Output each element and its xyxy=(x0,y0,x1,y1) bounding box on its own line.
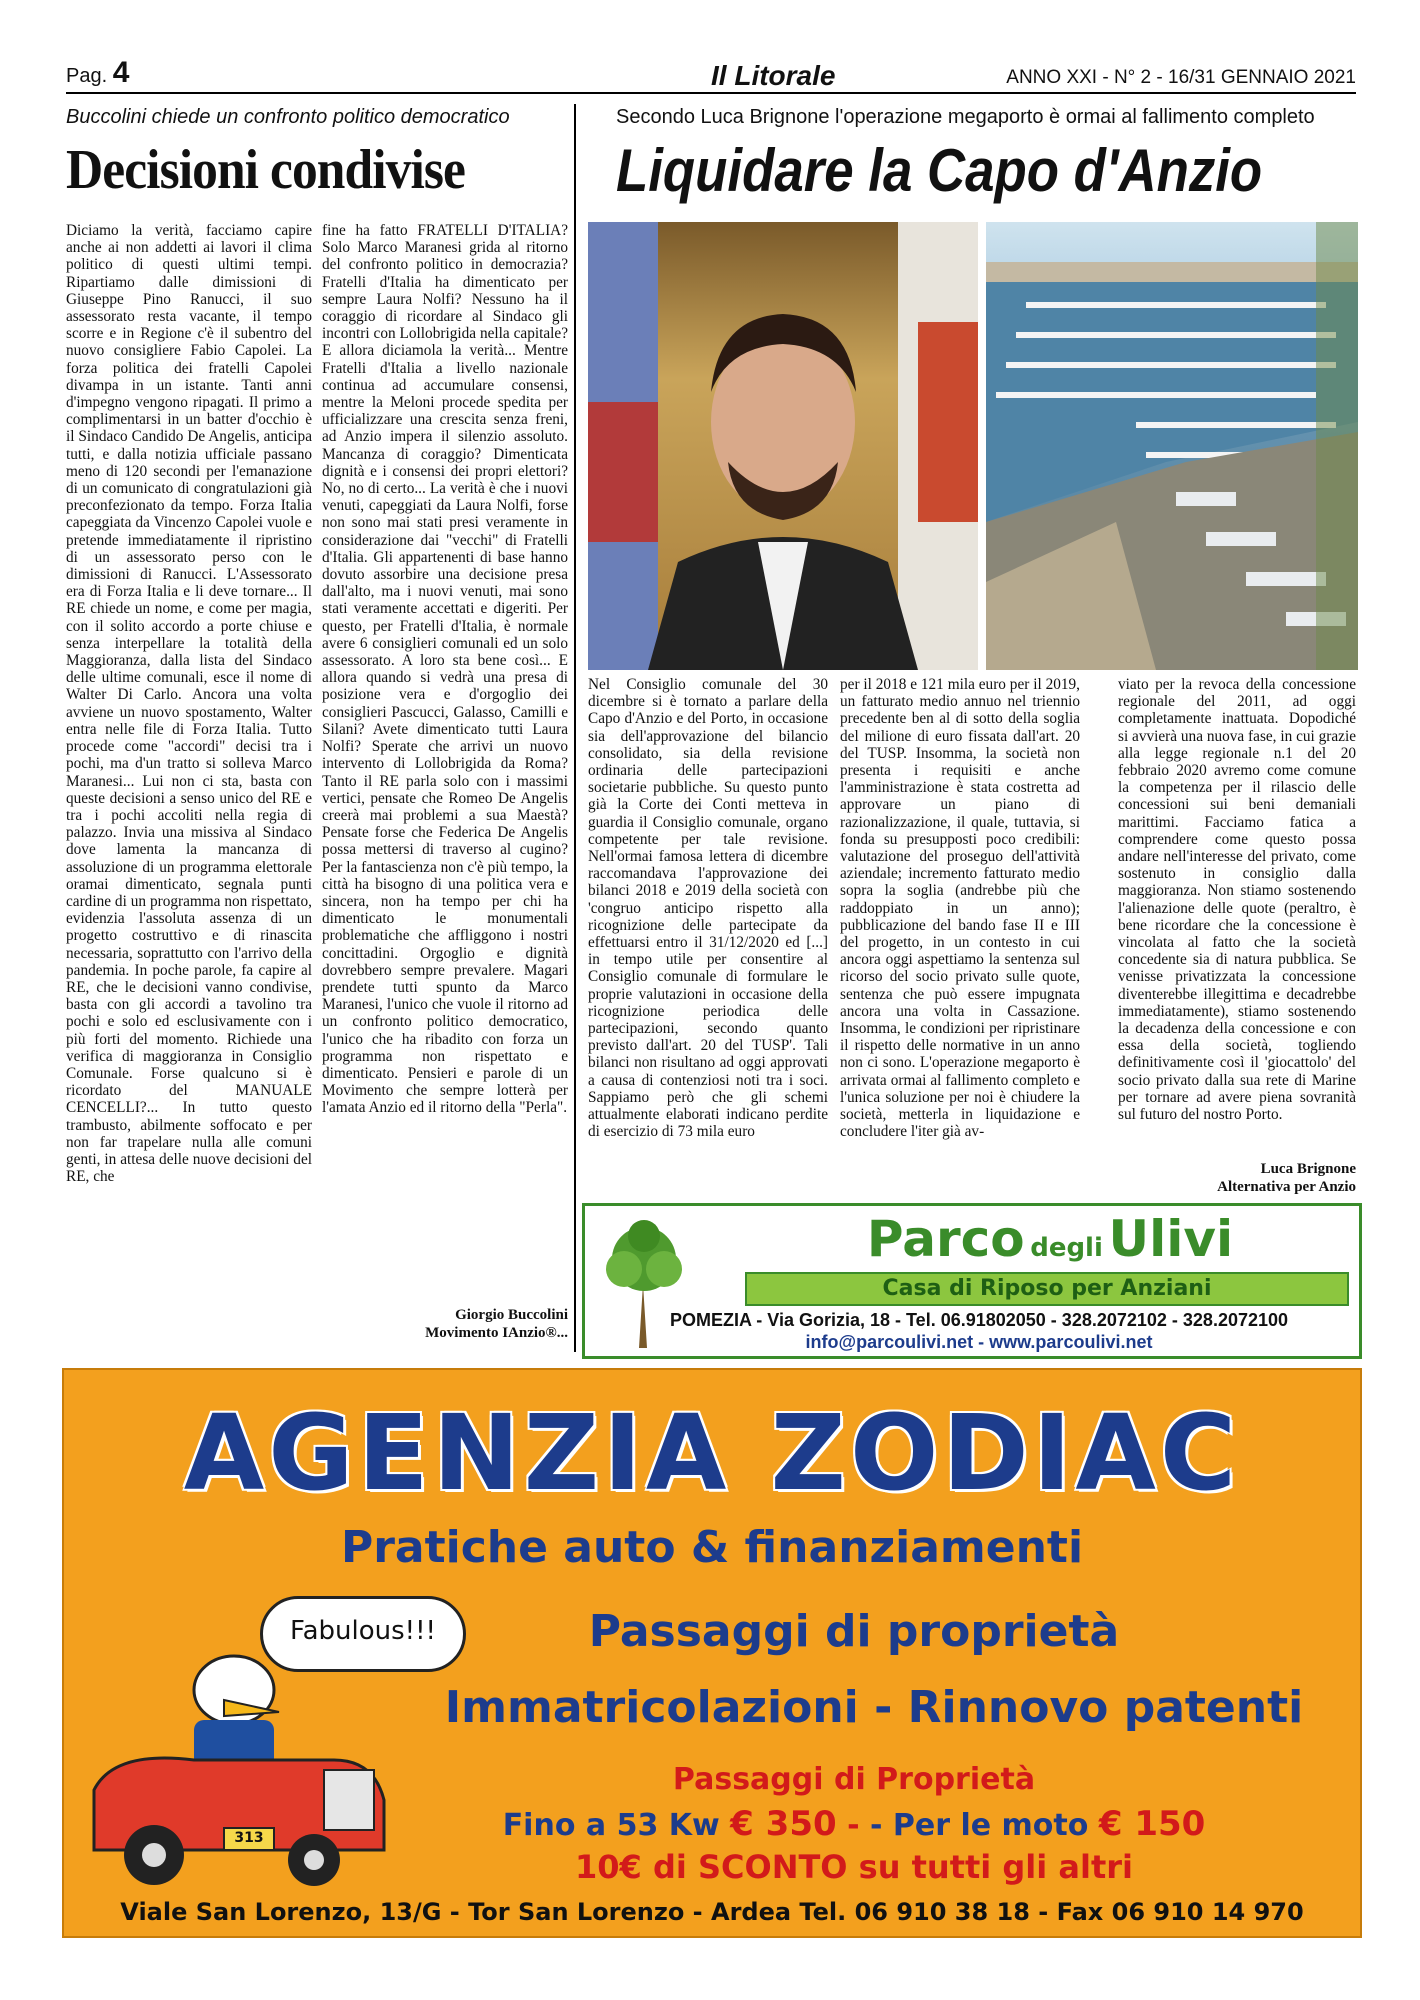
zodiac-subtitle: Pratiche auto & finanziamenti xyxy=(340,1522,1084,1573)
parco-subtitle: Casa di Riposo per Anziani xyxy=(745,1272,1349,1306)
issue-info: ANNO XXI - N° 2 - 16/31 GENNAIO 2021 xyxy=(1006,67,1356,88)
cartoon-car-icon xyxy=(74,1650,404,1890)
right-article-col1: Nel Consiglio comunale del 30 dicembre si è tornato a parlare della Capo d'Anzio e del Porto, in occasione sia dell'approvazione del bilancio consolidato, sia della revisione ordinaria delle partecipazioni societarie pubbliche. Su questo punto già la Corte dei Conti metteva in guardia il Consiglio comunale, organo competente per tale revisione. Nell'ormai famosa lettera di dicembre raccomandava l'approvazione dei bilanci 2018 e 2019 della società con 'congruo anticipo rispetto alla ricognizione delle partecipate da effettuarsi entro il 31/12/2020 ed [...] in tempo utile per consentire al Consiglio comunale di formulare le proprie valutazioni in occasione della ricognizione periodica delle partecipazioni, secondo quanto previsto dall'art. 20 del TUSP'. Tali bilanci non risultano ad oggi approvati a causa di contenziosi noti tra i soci. Sappiamo però che gli schemi attualmente elaborati indicano perdite di esercizio di 73 mila euro xyxy=(588,676,828,1141)
page-header xyxy=(66,56,1356,94)
zodiac-prices: Fino a 53 Kw € 350 - - Per le moto € 150 xyxy=(502,1804,1206,1844)
column-divider xyxy=(574,104,576,1352)
harbor-photo xyxy=(986,222,1358,670)
left-kicker: Buccolini chiede un confronto politico democratico xyxy=(66,106,510,128)
zodiac-line3: Passaggi di Proprietà xyxy=(672,1762,1036,1797)
zodiac-discount: 10€ di SCONTO su tutti gli altri xyxy=(575,1848,1133,1886)
masthead: Il Litorale xyxy=(711,60,836,91)
left-article-col1: Diciamo la verità, facciamo capire anche ai non addetti ai lavori il clima politico di questi ultimi tempi. Ripartiamo dalle dimissioni di Giuseppe Pino Ranucci, il suo assessorato resta vacante, il tempo scorre e in Regione c'è il subentro del nuovo consigliere Fabio Capolei. La forza politica dei fratelli Capolei divampa in un istante. Tanti anni d'impegno vengono ripagati. Il primo a complimentarsi in un batter d'occhio è il Sindaco Candido De Angelis, anticipa tutti, e dalla notizia ufficiale passano meno di 120 secondi per l'emanazione di un comunicato di congratulazioni già preconfezionato da tempo. Forza Italia capeggiata da Vincenzo Capolei vuole e pretende immediatamente il ripristino di un assessorato perso con le dimissioni di Ranucci. L'Assessorato era di Forza Italia e li deve tornare... Il RE chiede un nome, e come per magia, con il solito accordo a porte chiuse e senza interpellare la totalità della Maggioranza, dalla lista del Sindaco delle ultime comunali, esce il nome di Walter Di Carlo. Ancora una volta avviene un nuovo spostamento, Walter entra nelle file di Forza Italia. Tutto procede come "accordi" decisi tra i pochi, ma d'un tratto si solleva Marco Maranesi... Lui non ci sta, basta con queste decisioni a senso unico del RE e tra i pochi accoliti nella regia di palazzo. Invia una missiva al Sindaco dove lamenta la mancanza di assoluzione di un programma elettorale oramai dimenticato, segnala punti cardine di un programma non rispettato, evidenzia l'assoluta assenza di un progetto costruttivo e di rinascita necessaria, soprattutto con l'arrivo della pandemia. In poche parole, fa capire al RE, che le decisioni vanno condivise, basta con gli accordi a tavolino tra pochi e solo ed esclusivamente con i più forti del momento. Richiede una verifica di maggioranza in Consiglio Comunale. Forse qualcuno si è ricordato del MANUALE CENCELLI?... In tutto questo trambusto, abilmente soffocato e per non far trapelare nulla alle comuni genti, in attesa delle nuove decisioni del RE, che xyxy=(66,222,312,1186)
zodiac-address: Viale San Lorenzo, 13/G - Tor San Lorenzo - Ardea Tel. 06 910 38 18 - Fax 06 910 14 970 xyxy=(120,1898,1304,1926)
left-article-col2: fine ha fatto FRATELLI D'ITALIA? Solo Marco Maranesi grida al ritorno del confronto politico in democrazia? Fratelli d'Italia ha dimenticato per sempre Laura Nolfi? Nessuno ha il coraggio di ricordare al Sindaco gli incontri con Lollobrigida nella capitale? E allora diciamola la verità... Mentre Fratelli d'Italia a livello nazionale continua ad accumulare consensi, mentre la Meloni procede spedita per ufficializzare una crescita senza freni, ad Anzio impera il silenzio assoluto. Mancanza di coraggio? Dimenticata dignità e i consensi dei propri elettori? No, no di certo... La verità è che i nuovi venuti, capeggiati da Laura Nolfi, forse non sono mai stati presi veramente in considerazione dai "vecchi" di Fratelli d'Italia. Gli appartenenti di base hanno dovuto assorbire una decisione presa dall'alto, ma i nuovi venuti, mai sono stati veramente accettati e digeriti. Per questo, per Fratelli d'Italia, è normale avere 6 consiglieri comunali ed un solo assessorato. A loro sta bene così... E allora quando si vedrà una presa di posizione vera e d'orgoglio dei consiglieri Pascucci, Galasso, Camilli e Silani? Avete dimenticato tutti Laura Nolfi? Sperate che arrivi un nuovo intervento di Lollobrigida da Roma? Tanto il RE parla solo con i massimi vertici, pensate che Romeo De Angelis creerà mai problemi a sua Maestà? Pensate forse che Federica De Angelis possa mettersi di traverso al cugino? Per la fantascienza non c'è più tempo, la città ha bisogno di una politica vera e sincera, non ha tempo per chi ha dimenticato le monumentali problematiche che affliggono i nostri concittadini. Orgoglio e dignità dovrebbero sempre prevalere. Magari prendete tutti spunto da Marco Maranesi, l'unico che vuole il ritorno ad un confronto politico democratico, l'unico che ha ribadito con forza un programma non rispettato e dimenticato. Pensieri e parole di un Movimento che sempre lotterà per l'amata Anzio ed il ritorno della "Perla". xyxy=(322,222,568,1117)
parco-web: info@parcoulivi.net - www.parcoulivi.net xyxy=(805,1332,1153,1352)
zodiac-line1: Passaggi di proprietà xyxy=(588,1606,1120,1657)
page-number: Pag. 4 xyxy=(66,56,130,89)
right-signature: Luca Brignone Alternativa per Anzio xyxy=(1217,1161,1356,1195)
parco-ulivi-ad xyxy=(582,1203,1362,1359)
left-headline: Decisioni condivise xyxy=(66,139,465,201)
speech-bubble: Fabulous!!! xyxy=(260,1596,466,1672)
license-plate: 313 xyxy=(234,1830,264,1846)
right-kicker: Secondo Luca Brignone l'operazione megaporto è ormai al fallimento completo xyxy=(616,106,1315,128)
right-article-col3: viato per la revoca della concessione regionale del 2011, ad oggi completamente inattuata. Dopodiché si avvierà una nuova fase, in cui grazie alla legge regionale n.1 del 20 febbraio 2020 avremo come comune la competenza per il rilascio delle concessioni sui beni demaniali marittimi. Facciamo fatica a comprendere come questo possa andare nell'interesse del privato, come sostenuto in consiglio dalla maggioranza. Non stiamo sostenendo l'alienazione delle quote (peraltro, è bene ricordare che la concessione è vincolata al fatto che la società concedente sia di natura pubblica. Se venisse privatizzata la concessione diventerebbe illegittima e decadrebbe immediatamente), stiamo sostenendo la decadenza della concessione e con essa della società, togliendo definitivamente così il 'giocattolo' del socio privato dalla sua rete di Marine per tornare ad avere piena sovranità sul futuro del nostro Porto. xyxy=(1118,676,1356,1124)
left-signature: Giorgio Buccolini Movimento IAnzio®... xyxy=(425,1307,568,1341)
zodiac-ad xyxy=(62,1368,1362,1938)
right-article-col2: per il 2018 e 121 mila euro per il 2019, un fatturato medio annuo nel triennio precedente ben al di sotto della soglia del milione di euro fissata dall'art. 20 del TUSP. Insomma, la società non presenta i requisiti e anche l'amministrazione è stata costretta ad approvare un piano di razionalizzazione, il quale, tuttavia, si fonda su presupposti poco credibili: valutazione del proseguo dell'attività aziendale; incremento fatturato medio sopra la soglia (andrebbe più che raddoppiato in un anno); pubblicazione del bando fase II e III del progetto, in un contesto in cui ancora oggi aspettiamo la sentenza sul ricorso del socio privato sulle quote, sentenza che può essere impugnata ancora una volta in Cassazione. Insomma, le condizioni per ripristinare il rispetto delle normative in un anno non ci sono. L'operazione megaporto è arrivata ormai al fallimento completo e l'unica soluzione per noi è chiudere la società, metterla in liquidazione e concludere l'iter già av- xyxy=(840,676,1080,1141)
zodiac-line2: Immatricolazioni - Rinnovo patenti xyxy=(444,1682,1304,1733)
zodiac-title: AGENZIA ZODIAC xyxy=(183,1392,1241,1514)
parco-title: Parco degli Ulivi xyxy=(866,1210,1234,1268)
parco-address: POMEZIA - Via Gorizia, 18 - Tel. 06.91802050 - 328.2072102 - 328.2072100 xyxy=(669,1310,1289,1330)
right-headline: Liquidare la Capo d'Anzio xyxy=(616,137,1263,204)
portrait-photo xyxy=(588,222,978,670)
